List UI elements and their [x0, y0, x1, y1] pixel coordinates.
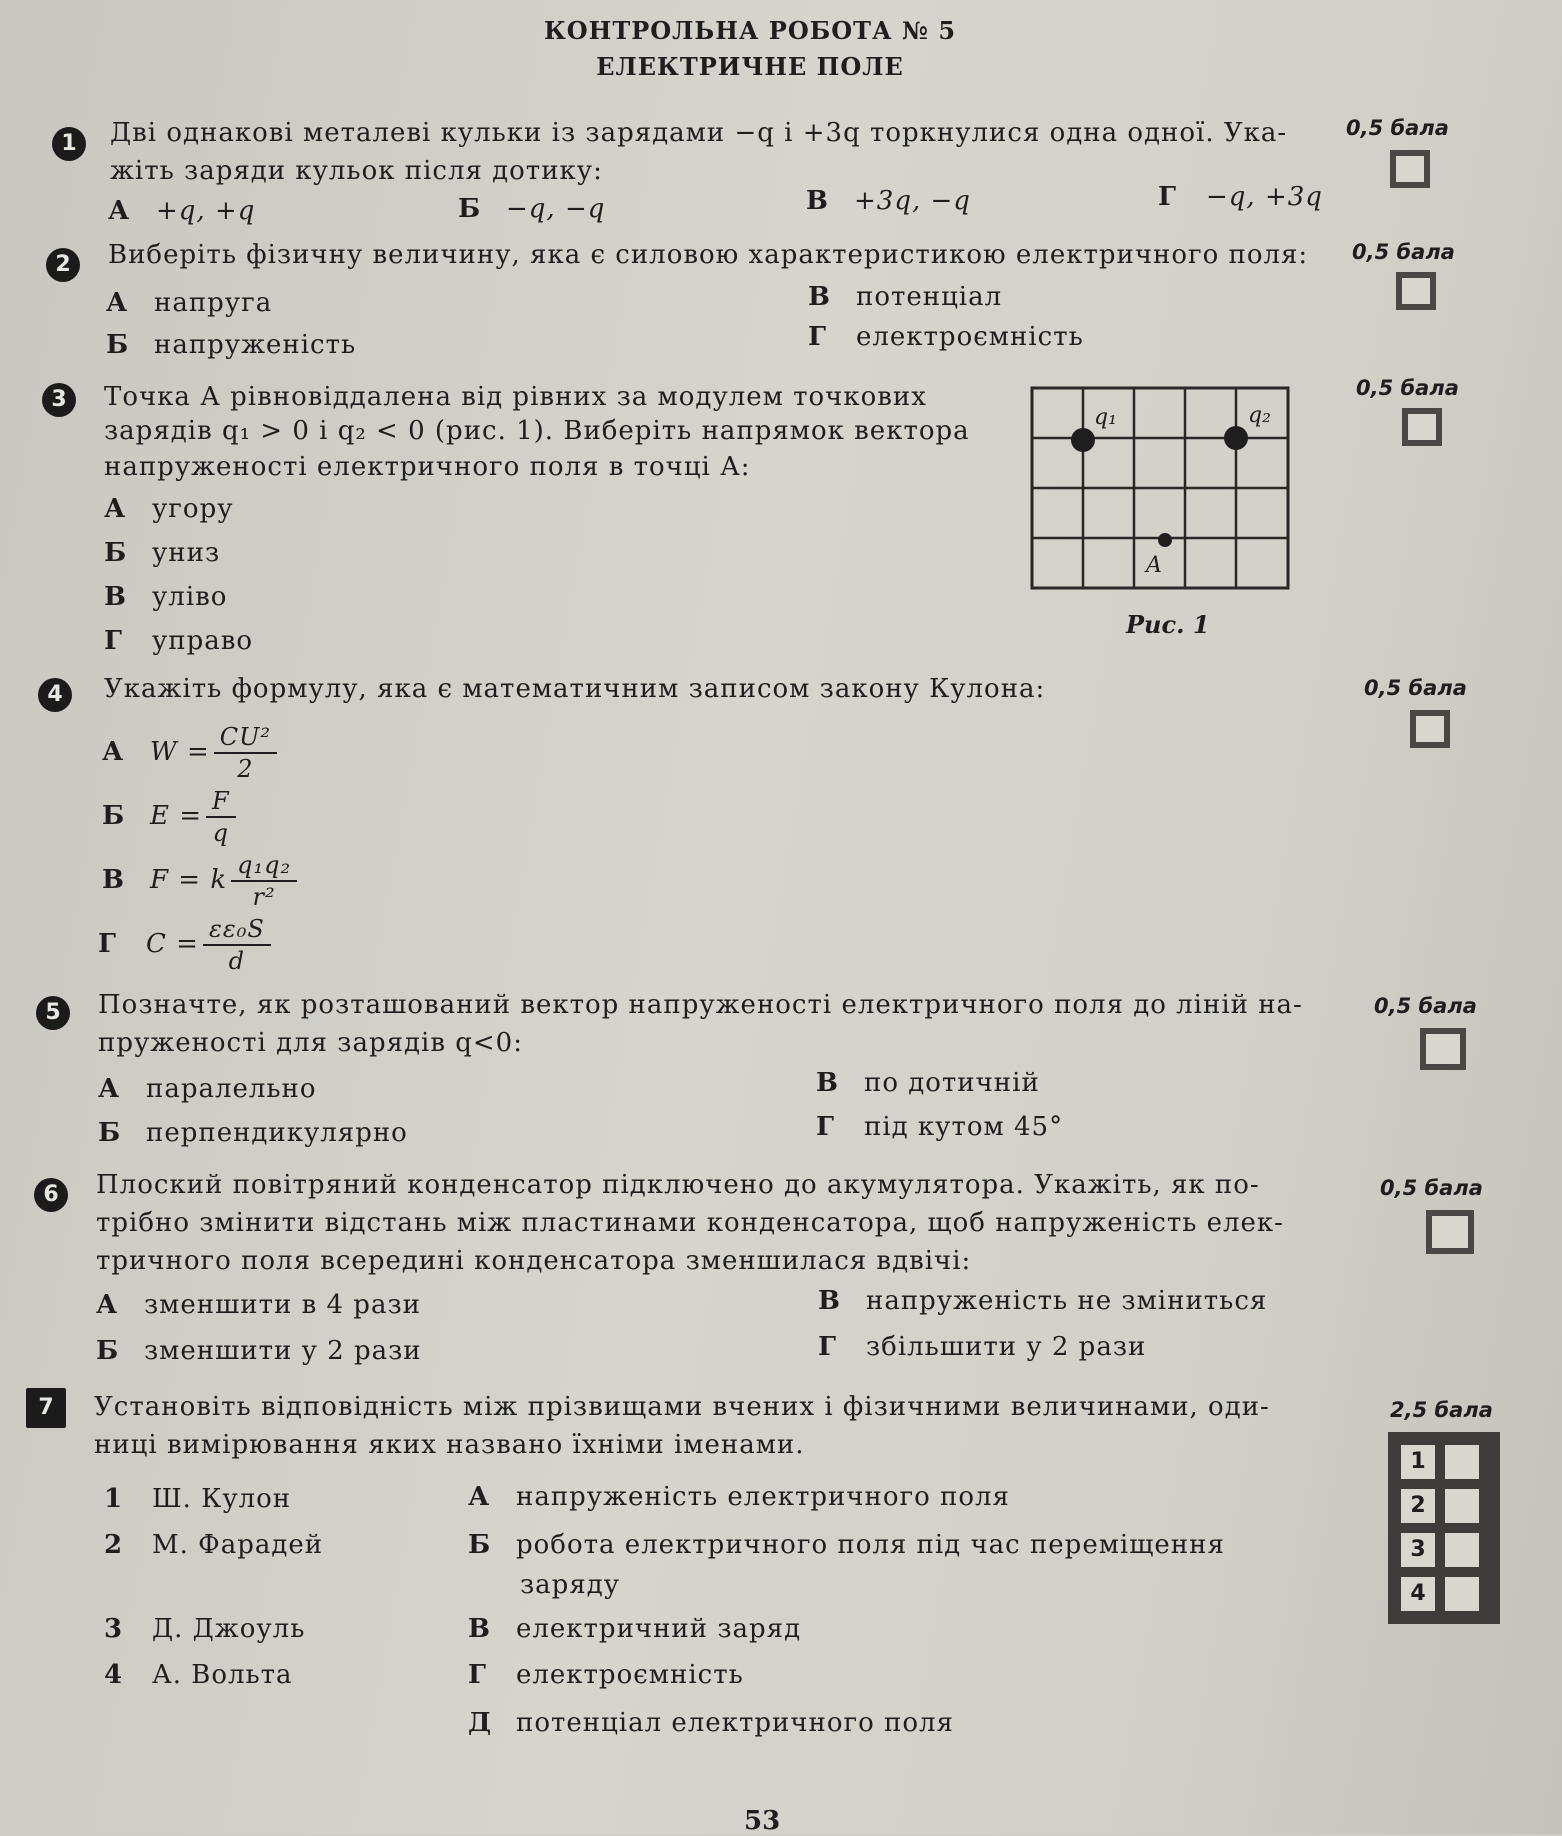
row-label: 1 — [1399, 1443, 1437, 1481]
question-text: Укажіть формулу, яка є математичним записом закону Кулона: — [104, 674, 1046, 704]
formula-option: Б E = $\frac{F}{q}$ — [102, 786, 236, 848]
q1-label: q₁ — [1094, 405, 1117, 430]
charge-q1 — [1071, 428, 1095, 452]
question-text: Позначте, як розташований вектор напруженості електричного поля до ліній на- — [98, 990, 1303, 1020]
row-label: 4 — [1399, 1575, 1437, 1613]
answer-cell[interactable] — [1443, 1487, 1481, 1525]
page-title: КОНТРОЛЬНА РОБОТА № 5 — [543, 16, 957, 45]
question-number: 4 — [38, 678, 72, 712]
question-text: Установіть відповідність між прізвищами вчених і фізичними величинами, оди- — [94, 1392, 1270, 1422]
matching-left-item: 3 Д. Джоуль — [104, 1614, 306, 1644]
question-number: 7 — [26, 1388, 66, 1428]
question-number: 6 — [34, 1178, 68, 1212]
row-label: 2 — [1399, 1487, 1437, 1525]
answer-box[interactable] — [1410, 710, 1450, 748]
answer-option: А паралельно — [98, 1074, 317, 1104]
answer-cell[interactable] — [1443, 1443, 1481, 1481]
points-label: 0,5 бала — [1374, 994, 1477, 1018]
question-number: 5 — [36, 996, 70, 1030]
points-label: 0,5 бала — [1352, 240, 1455, 264]
points-label: 0,5 бала — [1346, 116, 1449, 140]
answer-option: Г збільшити у 2 рази — [818, 1332, 1147, 1362]
page-number: 53 — [744, 1806, 781, 1836]
answer-box[interactable] — [1420, 1028, 1466, 1070]
answer-option: А угору — [104, 494, 234, 524]
question-number: 1 — [52, 127, 86, 161]
question-text: тричного поля всередині конденсатора зменшилася вдвічі: — [96, 1246, 972, 1276]
matching-left-item: 2 М. Фарадей — [104, 1530, 324, 1560]
answer-option: Г електроємність — [808, 322, 1084, 352]
answer-box[interactable] — [1396, 272, 1436, 310]
matching-right-item-continued: заряду — [520, 1570, 621, 1600]
question-text: зарядів q₁ > 0 і q₂ < 0 (рис. 1). Виберіть напрямок вектора — [104, 416, 970, 446]
answer-option: Б напруженість — [106, 330, 357, 360]
formula-option: Г C = $\frac{\text{εε₀S}}{d}$ — [98, 914, 271, 976]
matching-right-item: Д потенціал електричного поля — [468, 1708, 954, 1738]
q2-label: q₂ — [1248, 403, 1271, 428]
question-text: Виберіть фізичну величину, яка є силовою характеристикою електричного поля: — [108, 240, 1309, 270]
matching-right-item: А напруженість електричного поля — [468, 1482, 1010, 1512]
question-text: Плоский повітряний конденсатор підключено до акумулятора. Укажіть, як по- — [96, 1170, 1260, 1200]
answer-box[interactable] — [1390, 150, 1430, 188]
answer-option: А напруга — [106, 288, 273, 318]
answer-box[interactable] — [1402, 408, 1442, 446]
question-text: пруженості для зарядів q<0: — [98, 1028, 523, 1058]
answer-cell[interactable] — [1443, 1575, 1481, 1613]
matching-right-item: В електричний заряд — [468, 1614, 802, 1644]
matching-left-item: 1 Ш. Кулон — [104, 1484, 292, 1514]
answer-option: А +q, +q — [108, 196, 256, 226]
answer-option: В напруженість не зміниться — [818, 1286, 1268, 1316]
point-a — [1158, 533, 1172, 547]
answer-option: В по дотичній — [816, 1068, 1040, 1098]
answer-option: В потенціал — [808, 282, 1003, 312]
matching-right-item: Б робота електричного поля під час переміщення — [468, 1530, 1225, 1560]
question-number: 3 — [42, 383, 76, 417]
question-text: напруженості електричного поля в точці А: — [104, 452, 751, 482]
answer-cell[interactable] — [1443, 1531, 1481, 1569]
figure-caption: Рис. 1 — [1126, 610, 1210, 639]
point-a-label: A — [1146, 553, 1162, 578]
matching-left-item: 4 А. Вольта — [104, 1660, 293, 1690]
question-text: жіть заряди кульок після дотику: — [110, 156, 603, 186]
question-text: трібно змінити відстань між пластинами конденсатора, щоб напруженість елек- — [96, 1208, 1284, 1238]
answer-option: А зменшити в 4 рази — [96, 1290, 421, 1320]
matching-right-item: Г електроємність — [468, 1660, 744, 1690]
question-number: 2 — [46, 248, 80, 282]
row-label: 3 — [1399, 1531, 1437, 1569]
points-label: 0,5 бала — [1364, 676, 1467, 700]
points-label: 0,5 бала — [1380, 1176, 1483, 1200]
matching-answer-table — [1388, 1432, 1500, 1624]
question-text: Дві однакові металеві кульки із зарядами −q і +3q торкнулися одна одної. Ука- — [110, 118, 1288, 148]
answer-option: Б зменшити у 2 рази — [96, 1336, 422, 1366]
answer-option: В +3q, −q — [806, 186, 971, 216]
figure-1-grid — [1028, 384, 1294, 592]
question-text: ниці вимірювання яких названо їхніми іменами. — [94, 1430, 805, 1460]
formula-option: А W = $\frac{\text{CU²}}{2}$ — [102, 722, 277, 784]
answer-option: Б перпендикулярно — [98, 1118, 408, 1148]
points-label: 0,5 бала — [1356, 376, 1459, 400]
answer-option: Г управо — [104, 626, 254, 656]
page-subtitle: ЕЛЕКТРИЧНЕ ПОЛЕ — [596, 52, 904, 81]
answer-box[interactable] — [1426, 1210, 1474, 1254]
answer-option: Г під кутом 45° — [816, 1112, 1064, 1142]
question-text: Точка А рівновіддалена від рівних за модулем точкових — [104, 382, 927, 412]
answer-option: Б униз — [104, 538, 221, 568]
answer-option: Г −q, +3q — [1158, 182, 1323, 212]
answer-option: В уліво — [104, 582, 228, 612]
points-label: 2,5 бала — [1390, 1398, 1493, 1422]
answer-option: Б −q, −q — [458, 194, 606, 224]
charge-q2 — [1224, 426, 1248, 450]
formula-option: В F = k $\frac{\text{q₁q₂}}{\text{r²}}$ — [102, 850, 297, 912]
